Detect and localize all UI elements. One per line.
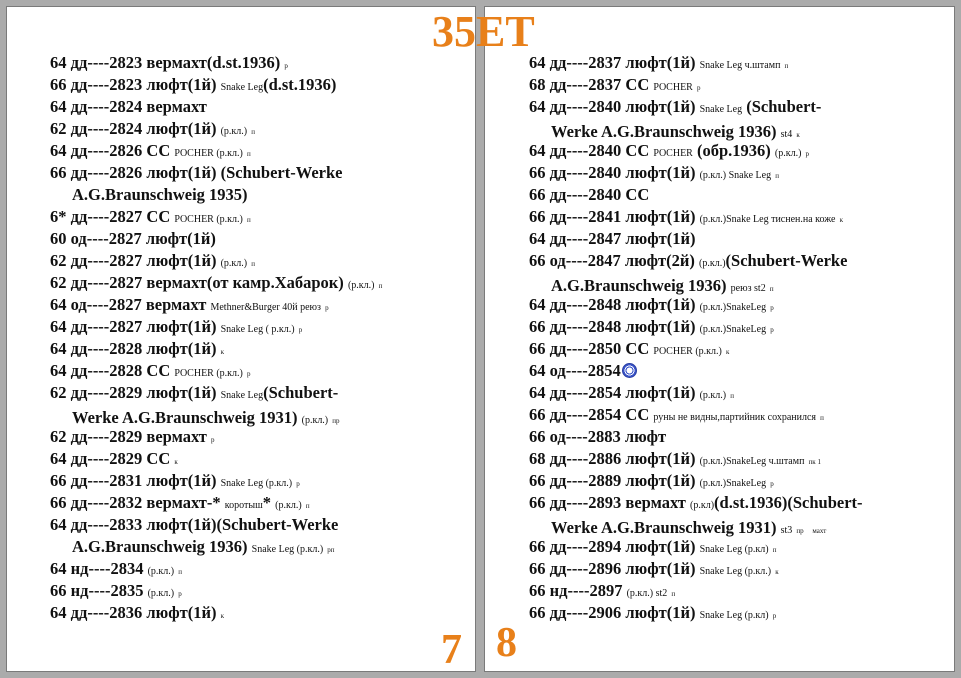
entry-continuation-text: A.G.Braunschweig 1935) [72,185,248,204]
entry-line [50,339,224,358]
entry-line [529,471,774,490]
entry-mark: р [178,590,182,598]
entry-main-text: 64 дд----2823 вермахт(d.st.1936) [50,53,281,72]
left-entry [50,316,475,338]
entry-mark: п [246,216,251,224]
entry-tail-text: * [262,493,272,512]
entry-tail-text: (обр.1936) [692,141,771,160]
entry-note: Snake Leg (р.кл.) [251,544,324,555]
entry-line [50,273,382,292]
entry-line [50,317,302,336]
entry-main-text: 64 дд----2840 люфт(1й) [529,97,696,116]
entry-mark: р [772,612,777,620]
entry-mark: к [796,131,800,139]
entry-line [529,339,729,358]
left-entry [50,382,475,426]
entry-note: (р.кл.)Snake Leg тиснен.на коже [699,214,836,225]
entry-line [529,603,776,622]
entry-main-text: 68 дд----2837 СС [529,75,650,94]
entry-note: st4 [780,129,793,140]
entry-line [50,471,300,490]
left-entry [50,294,475,316]
entry-mark: к [220,348,224,356]
entry-note: (р.кл.) [147,566,175,577]
entry-mark: п [378,282,383,290]
entry-mark: п [178,568,182,576]
entry-continuation-text: A.G.Braunschweig 1936) [551,276,727,295]
entry-note: POCHER (р.кл.) [174,148,243,159]
entry-mark: к [839,216,844,224]
entry-mark: пр [332,417,340,425]
right-page [484,6,955,672]
entry-tail-text: (d.st.1936) [263,75,337,94]
entry-note: Snake Leg ч.штамп [699,60,781,71]
entry-main-text: 62 дд----2824 люфт(1й) [50,119,217,138]
entry-mark: к [775,568,779,576]
entry-mark: к [725,348,730,356]
entry-main-text: 64 дд----2829 СС [50,449,171,468]
entry-note-secondary: (р.кл.) [774,148,802,159]
entry-line [50,97,207,116]
entry-main-text: 66 дд----2832 вермахт-* [50,493,221,512]
entry-main-text: 62 дд----2829 вермахт [50,427,207,446]
entry-main-text: 64 дд----2828 люфт(1й) [50,339,217,358]
right-page-number: 8 [496,620,517,666]
entry-main-text: 64 дд----2840 СС [529,141,650,160]
entry-note: Snake Leg (р.кл) [699,610,769,621]
entry-main-text: 64 дд----2847 люфт(1й) [529,229,696,248]
entry-line [50,493,310,512]
entry-note: POCHER [653,82,693,93]
entry-note: (р.кл.) [347,280,375,291]
right-entry [529,338,954,360]
entry-continuation-text: Werke A.G.Braunschweig 1936) [551,122,777,141]
entry-main-text: 66 нд----2835 [50,581,144,600]
entry-mark: п [251,260,255,268]
entry-note: st3 [780,525,793,536]
entry-line [529,383,734,402]
entry-main-text: 64 дд----2854 люфт(1й) [529,383,696,402]
entry-line [529,537,776,556]
right-entry [529,536,954,558]
entry-line [529,53,788,72]
left-entry [50,140,475,162]
entry-mark: р [696,84,701,92]
entry-main-text: 66 од----2847 люфт(2й) [529,251,695,270]
entry-main-text: 6* дд----2827 СС [50,207,171,226]
right-entry [529,580,954,602]
entry-note-secondary: (р.кл.) [275,500,302,511]
left-entry [50,162,475,206]
right-entry [529,470,954,492]
entry-line [50,229,216,248]
entry-main-text: 66 дд----2831 люфт(1й) [50,471,217,490]
entry-main-text: 64 дд----2827 люфт(1й) [50,317,217,336]
entry-mark: к [220,612,224,620]
entry-main-text: 64 од----2854 [529,361,621,380]
entry-mark: п [784,62,789,70]
left-page-number: 7 [441,627,462,672]
entry-line [529,185,649,204]
entry-line [529,449,821,468]
entry-line [50,581,182,600]
entry-mark: п [246,150,251,158]
entry-note: коротыш [224,500,263,511]
entry-main-text: 64 дд----2837 люфт(1й) [529,53,696,72]
header-title: 35ЕТ [432,7,535,56]
entry-mark: пк 1 [808,458,821,466]
right-entry [529,294,954,316]
right-entry [529,492,954,536]
entry-main-text: 66 дд----2850 СС [529,339,650,358]
entry-mark: р [296,480,300,488]
entry-line [529,229,695,248]
entry-main-text: 64 дд----2848 люфт(1й) [529,295,696,314]
entry-mark: р [770,304,774,312]
entry-line [50,163,342,182]
entry-continuation-text: Werke A.G.Braunschweig 1931) [551,518,777,537]
entry-mark: р [770,480,774,488]
entry-note: Snake Leg (р.кл.) [699,566,772,577]
entry-note: (р.кл.) st2 [626,588,668,599]
left-entry [50,118,475,140]
entry-mark: р [211,436,215,444]
entry-note: Snake Leg ( р.кл.) [220,324,295,335]
entry-mark: рп [327,546,335,554]
entry-line [50,295,329,314]
right-entry-list [529,52,954,624]
entry-main-text: 66 дд----2840 СС [529,185,650,204]
left-entry [50,272,475,294]
entry-mark: р [246,370,251,378]
entry-main-text: 62 дд----2827 вермахт(от камр.Хабарок) [50,273,344,292]
entry-line [50,559,182,578]
entry-note: (р.кл.)SnakeLeg [699,478,767,489]
entry-tail-text: (Schubert-Werke [725,251,848,270]
right-entry [529,316,954,338]
entry-line [50,53,288,72]
entry-main-text: 64 дд----2828 СС [50,361,171,380]
entry-line [50,119,255,138]
entry-line [529,141,809,160]
entry-note: (р.кл.)SnakeLeg [699,324,767,335]
entry-main-text: 66 нд----2897 [529,581,623,600]
entry-line [50,383,338,402]
entry-mark: р [805,150,810,158]
right-entry [529,140,954,162]
entry-mark: р [298,326,303,334]
entry-mark: р [284,62,288,70]
entry-line [529,207,843,226]
entry-line [529,493,863,512]
entry-main-text: 64 дд----2836 люфт(1й) [50,603,217,622]
entry-line [529,163,779,182]
right-entry [529,602,954,624]
entry-note: (р.кл.) [699,258,726,269]
entry-note: реюз st2 [730,283,766,294]
entry-note: Methner&Burger 40й реюз [210,302,321,313]
entry-line [50,207,251,226]
entry-main-text: 62 дд----2827 люфт(1й) [50,251,217,270]
entry-continuation [50,184,475,206]
left-entry [50,470,475,492]
entry-line [50,361,250,380]
entry-mark: пр махт [796,527,827,535]
entry-tail-text: (Schubert- [263,383,339,402]
right-entry [529,448,954,470]
right-entry [529,558,954,580]
left-page [6,6,476,672]
entry-line [50,75,336,94]
entry-line [529,405,824,424]
right-entry [529,184,954,206]
right-entry [529,96,954,140]
entry-main-text: 66 од----2883 люфт [529,427,667,446]
entry-continuation-text: A.G.Braunschweig 1936) [72,537,248,556]
right-entry [529,426,954,448]
left-entry [50,250,475,272]
entry-line [50,449,178,468]
entry-mark: п [251,128,255,136]
entry-tail-text: (Schubert- [742,97,822,116]
left-entry [50,52,475,74]
left-entry [50,74,475,96]
entry-note: (р.кл.)SnakeLeg ч.штамп [699,456,805,467]
entry-main-text: 66 дд----2894 люфт(1й) [529,537,696,556]
left-entry [50,228,475,250]
entry-note: POCHER [653,148,693,159]
left-entry [50,602,475,624]
entry-main-text: 66 дд----2840 люфт(1й) [529,163,696,182]
right-entry [529,74,954,96]
entry-line [529,559,779,578]
entry-mark: п [820,414,824,422]
entry-note: Snake Leg (р.кл.) [220,478,293,489]
entry-mark: п [772,546,777,554]
entry-note: руны не видны,партийник сохранился [653,412,817,423]
entry-note: (р.кл.) [147,588,175,599]
entry-continuation-text: Werke A.G.Braunschweig 1931) [72,408,298,427]
entry-main-text: 62 дд----2829 люфт(1й) [50,383,217,402]
entry-line [50,251,255,270]
entry-note: (р.кл.) [220,126,248,137]
entry-line [529,427,666,446]
roundel-icon [622,363,637,378]
entry-mark: п [775,172,779,180]
entry-main-text: 66 дд----2841 люфт(1й) [529,207,696,226]
entry-mark: к [174,458,178,466]
entry-main-text: 64 дд----2826 СС [50,141,171,160]
entry-main-text: 64 дд----2833 люфт(1й)(Schubert-Werke [50,515,339,534]
left-entry [50,492,475,514]
entry-note: Snake Leg [220,390,264,401]
entry-mark: п [305,502,310,510]
entry-mark: р [325,304,329,312]
left-entry [50,338,475,360]
left-entry [50,580,475,602]
entry-note: (р.кл.) [301,415,329,426]
right-entry [529,382,954,404]
right-entry [529,206,954,228]
entry-line [529,75,700,94]
right-entry [529,404,954,426]
entry-line [529,581,675,600]
entry-note: (р.кл.) Snake Leg [699,170,772,181]
entry-main-text: 64 дд----2824 вермахт [50,97,207,116]
entry-main-text: 60 од----2827 люфт(1й) [50,229,216,248]
entry-tail-text: (d.st.1936)(Schubert- [714,493,863,512]
entry-main-text: 64 од----2827 вермахт [50,295,207,314]
entry-line [529,317,774,336]
entry-line [50,427,215,446]
right-entry [529,360,954,382]
left-entry [50,360,475,382]
entry-note: POCHER (р.кл.) [174,368,243,379]
entry-main-text: 64 нд----2834 [50,559,144,578]
entry-note: POCHER (р.кл.) [174,214,243,225]
entry-line [529,251,847,270]
entry-line [50,515,338,534]
entry-note: Snake Leg [699,104,743,115]
entry-mark: п [769,285,774,293]
entry-main-text: 68 дд----2886 люфт(1й) [529,449,696,468]
left-entry [50,558,475,580]
right-entry [529,52,954,74]
left-entry [50,514,475,558]
entry-mark: р [770,326,774,334]
entry-line [50,141,251,160]
entry-main-text: 66 дд----2823 люфт(1й) [50,75,217,94]
entry-note: (р.кл.)SnakeLeg [699,302,767,313]
left-entry [50,448,475,470]
entry-note: (р.кл.) [220,258,248,269]
entry-line [529,361,637,380]
entry-mark: п [671,590,676,598]
entry-main-text: 66 дд----2826 люфт(1й) (Schubert-Werke [50,163,343,182]
entry-main-text: 66 дд----2889 люфт(1й) [529,471,696,490]
entry-line [50,603,224,622]
entry-main-text: 66 дд----2893 вермахт [529,493,686,512]
right-entry [529,250,954,294]
entry-note: (р.кл) [690,500,715,511]
entry-note: POCHER (р.кл.) [653,346,722,357]
entry-note: Snake Leg (р.кл) [699,544,769,555]
entry-main-text: 66 дд----2854 СС [529,405,650,424]
entry-line [529,295,774,314]
entry-note: (р.кл.) [699,390,727,401]
left-entry [50,206,475,228]
entry-main-text: 66 дд----2848 люфт(1й) [529,317,696,336]
entry-main-text: 66 дд----2896 люфт(1й) [529,559,696,578]
entry-main-text: 66 дд----2906 люфт(1й) [529,603,696,622]
entry-note: Snake Leg [220,82,264,93]
right-entry [529,162,954,184]
entry-mark: п [730,392,734,400]
entry-line [529,97,821,116]
left-entry [50,96,475,118]
left-entry-list [50,52,475,624]
right-entry [529,228,954,250]
